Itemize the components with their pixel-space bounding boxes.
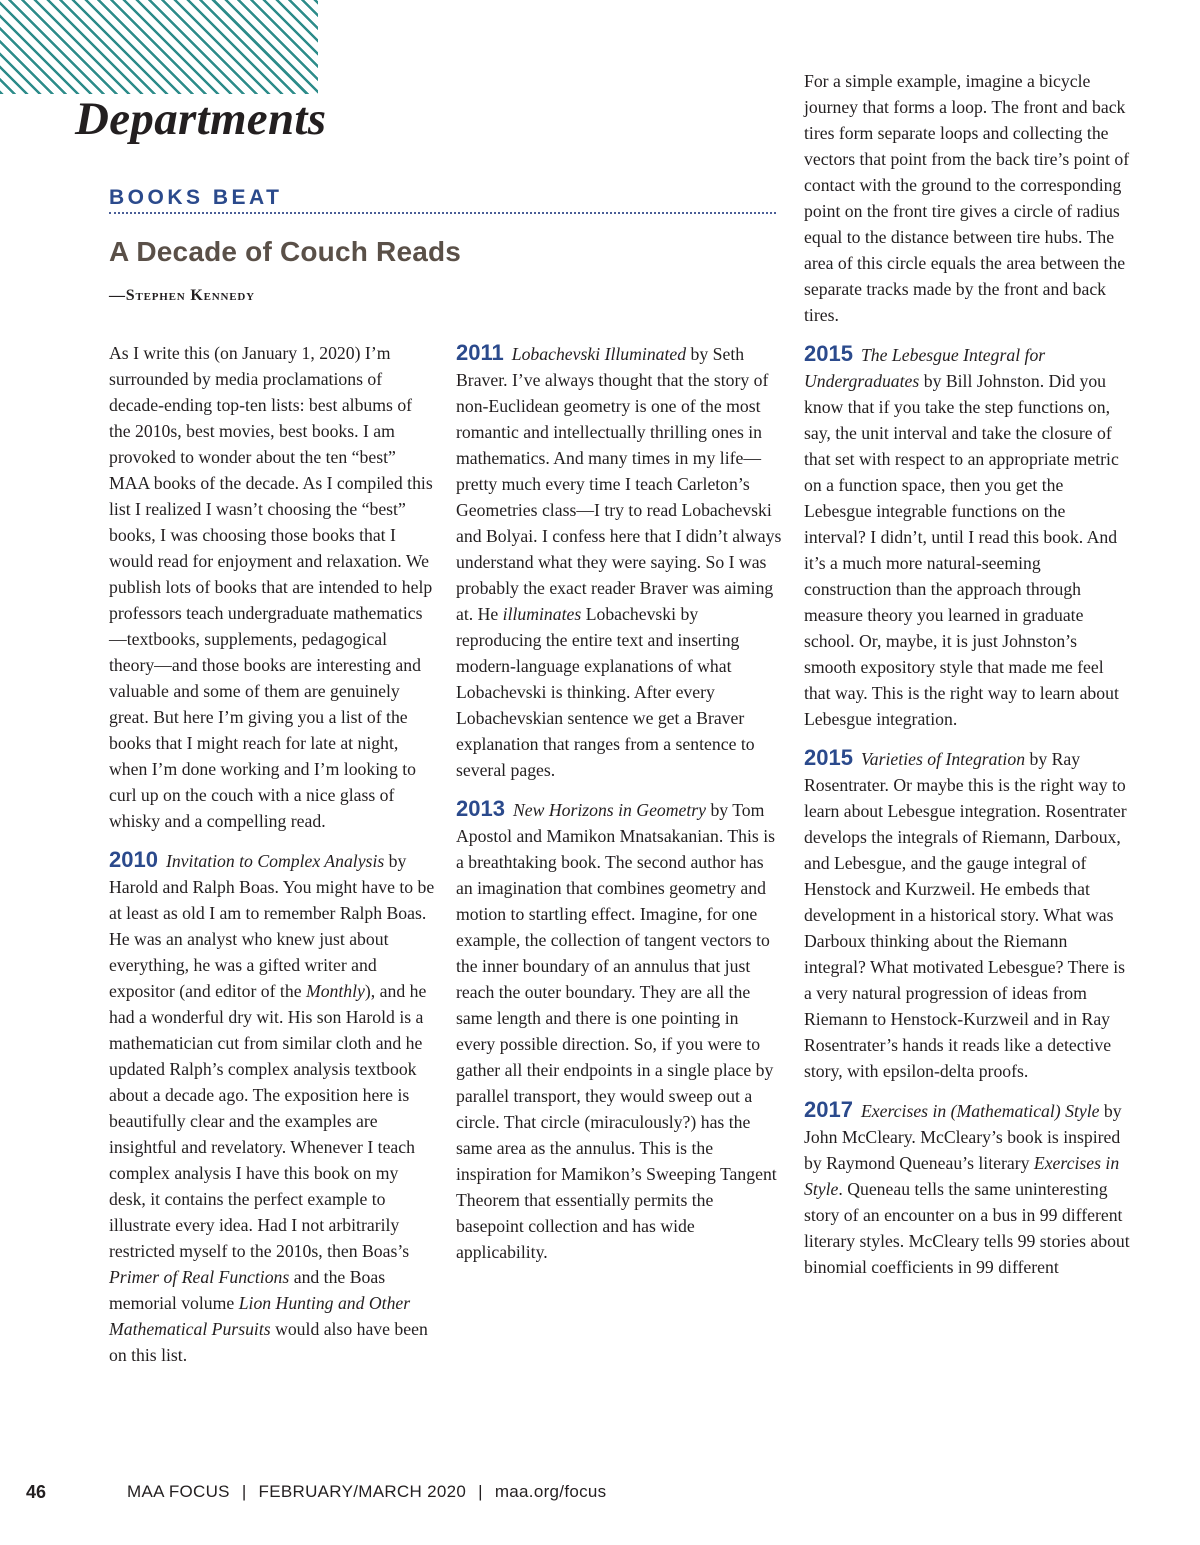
emphasis-text: Monthly xyxy=(305,981,365,1001)
text-column-1 xyxy=(109,340,435,1381)
footer-separator: | xyxy=(241,1482,247,1501)
footer-info xyxy=(127,1482,606,1502)
entry-2015-varieties xyxy=(804,745,1130,1084)
article-headline: A Decade of Couch Reads xyxy=(109,236,462,267)
entry-2015-lebesgue xyxy=(804,341,1130,732)
page-footer xyxy=(0,1480,1200,1506)
entry-2011 xyxy=(456,340,782,783)
entry-text: by John McCleary. McCleary’s book is inspired by Raymond Queneau’s literary xyxy=(804,1101,1122,1173)
entry-2013-continued: For a simple example, imagine a bicycle journey that forms a loop. The front and back tires form separate loops and collecting the vectors that point from the back tire’s point of contact with the ground to the corresponding point on the front tire gives a circle of radius equal to the distance between tire hubs. The area of this circle equals the area between the separate tracks made by the front and back tires. xyxy=(804,71,1130,325)
text-column-3 xyxy=(804,68,1130,1293)
entry-year: 2015 xyxy=(804,745,853,770)
book-title: Lion Hunting and Other Mathematical Pursuits xyxy=(109,1293,411,1339)
diagonal-hatch-decoration xyxy=(0,0,318,94)
entry-text: would also have been on this list. xyxy=(109,1319,428,1365)
entry-year: 2010 xyxy=(109,847,158,872)
entry-text: . Queneau tells the same uninteresting story of an encounter on a bus in 99 different literary styles. McCleary tells 99 stories about binomial coefficients in 99 different xyxy=(804,1179,1130,1277)
publication-name: MAA FOCUS xyxy=(127,1482,230,1501)
column-kicker: BOOKS BEAT xyxy=(109,186,283,209)
book-title: Exercises in (Mathematical) Style xyxy=(860,1101,1100,1121)
dotted-divider xyxy=(109,212,776,214)
entry-year: 2017 xyxy=(804,1097,853,1122)
article-byline: —Stephen Kennedy xyxy=(109,287,255,304)
footer-separator: | xyxy=(478,1482,483,1501)
entry-text: by Seth Braver. I’ve always thought that the story of non-Euclidean geometry is one of the most romantic and intellectually thrilling ones in mathematics. And many times in my life—pretty much every time I teach Carleton’s Geometries class—I try to read Lobachevski and Bolyai. I confess here that I didn’t always understand what they were saying. So I was probably the exact reader Braver was aiming at. He xyxy=(456,344,782,624)
entry-text: by Ray Rosentrater. Or maybe this is the right way to learn about Lebesgue integration. Rosentrater develops the integrals of Riemann, Darboux, and Lebesgue, and the gauge integral of Henstock and Kurzweil. He embeds that development in a historical story. What was Darboux thinking about the Riemann integral? What motivated Lebesgue? There is a very natural progression of ideas from Riemann to Henstock-Kurzweil and in Ray Rosentrater’s hands it reads like a detective story, with epsilon-delta proofs. xyxy=(804,749,1127,1081)
page-number: 46 xyxy=(26,1482,47,1502)
entry-text: by Tom Apostol and Mamikon Mnatsakanian. This is a breathtaking book. The second author has an imagination that combines geometry and motion to startling effect. Imagine, for one example, the collection of tangent vectors to the inner boundary of an annulus that just reach the outer boundary. They are all the same length and there is one pointing in every possible direction. So, if you were to gather all their endpoints in a single place by parallel transport, they would sweep out a circle. That circle (miraculously?) has the same area as the annulus. This is the inspiration for Mamikon’s Sweeping Tangent Theorem that essentially permits the basepoint collection and has wide applicability. xyxy=(456,800,777,1262)
entry-year: 2013 xyxy=(456,796,505,821)
section-title: Departments xyxy=(75,93,327,145)
text-column-2 xyxy=(456,340,782,1278)
emphasis-text: illuminates xyxy=(502,604,582,624)
entry-year: 2015 xyxy=(804,341,853,366)
book-title: Varieties of Integration xyxy=(860,749,1026,769)
book-title: New Horizons in Geometry xyxy=(512,800,707,820)
entry-text: Lobachevski by reproducing the entire text and inserting modern-language explanations of what Lobachevski is thinking. After every Lobachevskian sentence we get a Braver explanation that ranges from a sentence to several pages. xyxy=(456,604,755,780)
book-title: Invitation to Complex Analysis xyxy=(165,851,385,871)
issue-date: FEBRUARY/MARCH 2020 xyxy=(258,1482,467,1501)
entry-text: by Bill Johnston. Did you know that if you take the step functions on, say, the unit interval and take the closure of that set with respect to an appropriate metric on a function space, then you get the Lebesgue integrable functions on the interval? I didn’t, until I read this book. And it’s a much more natural-seeming construction than the approach through measure theory you learned in graduate school. Or, maybe, it is just Johnston’s smooth expository style that made me feel that way. This is the right way to learn about Lebesgue integration. xyxy=(804,371,1119,729)
entry-2017 xyxy=(804,1097,1130,1280)
entry-text: by Harold and Ralph Boas. You might have to be at least as old I am to remember Ralph Boas. He was an analyst who knew just about everything, he was a gifted writer and expositor (and editor of the xyxy=(109,851,435,1001)
entry-year: 2011 xyxy=(456,340,504,365)
book-title: Lobachevski Illuminated xyxy=(511,344,687,364)
book-title: The Lebesgue Integral for Undergraduates xyxy=(804,345,1046,391)
intro-paragraph: As I write this (on January 1, 2020) I’m surrounded by media proclamations of decade-ending top-ten lists: best albums of the 2010s, best movies, best books. I am provoked to wonder about the ten “best” MAA books of the decade. As I compiled this list I realized I wasn’t choosing the “best” books, I was choosing those books that I would read for enjoyment and relaxation. We publish lots of books that are intended to help professors teach undergraduate mathematics—textbooks, supplements, pedagogical theory—and those books are interesting and valuable and some of them are genuinely great. But here I’m giving you a list of the books that I might reach for late at night, when I’m done working and I’m looking to curl up on the couch with a nice glass of whisky and a compelling read. xyxy=(109,343,433,831)
entry-2013 xyxy=(456,796,782,1265)
entry-2010 xyxy=(109,847,435,1368)
entry-text: ), and he had a wonderful dry wit. His son Harold is a mathematician cut from similar cloth and he updated Ralph’s complex analysis textbook about a decade ago. The exposition here is beautifully clear and the examples are insightful and revelatory. Whenever I teach complex analysis I have this book on my desk, it contains the perfect example to illustrate every idea. Had I not arbitrarily restricted myself to the 2010s, then Boas’s xyxy=(109,981,427,1261)
website-url: maa.org/focus xyxy=(494,1482,607,1501)
book-title: Primer of Real Functions xyxy=(109,1267,290,1287)
entry-text: and the Boas memorial volume xyxy=(109,1267,386,1313)
book-title: Exercises in Style xyxy=(804,1153,1120,1199)
